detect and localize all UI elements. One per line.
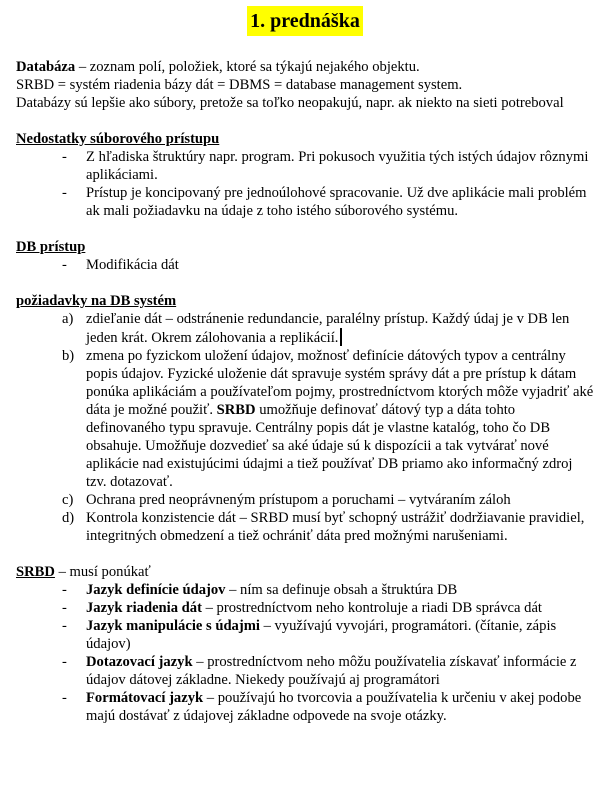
list-item-text: – používajú ho tvorcovia a používatelia k určeniu v akej podobe majú dostávať z údajovej základne odpovede na svoje otázky. (86, 690, 582, 724)
bold-term: Dotazovací jazyk (86, 654, 193, 670)
list-item-text: Z hľadiska štruktúry napr. program. Pri pokusoch využitia tých istých údajov rôznymi aplikáciami. (86, 149, 589, 183)
dash-list (16, 148, 594, 220)
intro-definition: – zoznam polí, položiek, ktoré sa týkajú nejakého objektu. (75, 59, 420, 75)
list-item-text: Kontrola konzistencie dát – SRBD musí byť schopný ustrážiť dodržiavanie pravidiel, integritných obmedzení a tiež ochrániť dáta pred možnými narušeniami. (86, 510, 585, 544)
list-item-text: – prostredníctvom neho môžu používatelia získavať informácie z údajov dátovej základne. Niekedy používajú aj programátori (86, 654, 577, 688)
list-item-text: – ním sa definuje obsah a štruktúra DB (225, 582, 458, 598)
section-srbd-offers (16, 563, 594, 725)
bold-term: SRBD (216, 402, 256, 418)
intro-line-databases: Databázy sú lepšie ako súbory, pretože sa toľko neopakujú, napr. ak niekto na sieti potreboval (16, 95, 564, 111)
section-file-access (16, 130, 594, 220)
list-marker: b) (62, 348, 75, 364)
list-item (16, 148, 594, 184)
dash-list (16, 256, 594, 274)
list-item (16, 581, 594, 599)
list-marker: d) (62, 510, 75, 526)
list-item (16, 347, 594, 491)
bold-term: Jazyk manipulácie s údajmi (86, 618, 260, 634)
list-item (16, 617, 594, 653)
list-item (16, 599, 594, 617)
section-heading: SRBD (16, 564, 55, 580)
list-item (16, 653, 594, 689)
intro-term: Databáza (16, 59, 76, 75)
section-heading: požiadavky na DB systém (16, 293, 177, 309)
dash-marker: - (62, 257, 67, 273)
page-title: 1. prednáška (247, 6, 363, 36)
dash-marker: - (62, 185, 67, 201)
list-marker: a) (62, 311, 74, 327)
document-page (16, 6, 594, 725)
section-heading: Nedostatky súborového prístupu (16, 131, 220, 147)
text-cursor (340, 328, 342, 346)
list-marker: c) (62, 492, 74, 508)
list-item-text: Ochrana pred neoprávneným prístupom a poruchami – vytváraním záloh (86, 492, 511, 508)
dash-marker: - (62, 618, 67, 634)
dash-marker: - (62, 600, 67, 616)
list-item-text: Prístup je koncipovaný pre jednoúlohové spracovanie. Už dve aplikácie mali problém ak mali požiadavku na údaje z toho istého súborového systému. (86, 185, 587, 219)
title-wrap (16, 6, 594, 36)
list-item-text: Modifikácia dát (86, 257, 179, 273)
dash-list (16, 581, 594, 725)
section-heading-line (16, 563, 594, 581)
section-db-requirements (16, 292, 594, 545)
dash-marker: - (62, 690, 67, 706)
list-item (16, 184, 594, 220)
list-item-text: zdieľanie dát – odstránenie redundancie, paralélny prístup. Každý údaj je v DB len jeden krát. Okrem zálohovania a replikácií. (86, 311, 570, 346)
list-item-text: – prostredníctvom neho kontroluje a riadi DB správca dát (201, 600, 542, 616)
bold-term: Jazyk riadenia dát (86, 600, 202, 616)
list-item-text-cont: umožňuje definovať dátový typ a dáta tohto definovaného typu spravuje. Centrálny popis dát je vlastne katalóg, toho čo DB obsahuje. Umožňuje dozvedieť sa aké údaje sú k dispozícii a tak vytvárať nové aplikácie nad existujúcimi údajmi a tiež používať DB priamo ako informačný zdroj tzv. dotazovať. (86, 402, 573, 490)
bold-term: Jazyk definície údajov (86, 582, 226, 598)
list-item-text: – využívajú vyvojári, programátori. (čítanie, zápis údajov) (86, 618, 557, 652)
dash-marker: - (62, 654, 67, 670)
alpha-list (16, 310, 594, 545)
list-item (16, 509, 594, 545)
list-item (16, 256, 594, 274)
intro-paragraph (16, 58, 594, 76)
dash-marker: - (62, 149, 67, 165)
list-item (16, 310, 594, 347)
section-db-access (16, 238, 594, 274)
dash-marker: - (62, 582, 67, 598)
list-item (16, 689, 594, 725)
intro-line-srbd: SRBD = systém riadenia bázy dát = DBMS = database management system. (16, 77, 463, 93)
section-heading: DB prístup (16, 239, 86, 255)
list-item (16, 491, 594, 509)
section-heading-suffix: – musí ponúkať (54, 564, 151, 580)
list-item-text: zmena po fyzickom uložení údajov, možnosť definície dátových typov a centrálny popis údajov. Fyzické uloženie dát spravuje systém správy dát a pre prístup k dátam ponúka aplikáciám a používateľom pojmy, prostredníctvom ktorých môže vyjadriť aké dáta je možné použiť. (86, 348, 594, 418)
bold-term: Formátovací jazyk (86, 690, 204, 706)
